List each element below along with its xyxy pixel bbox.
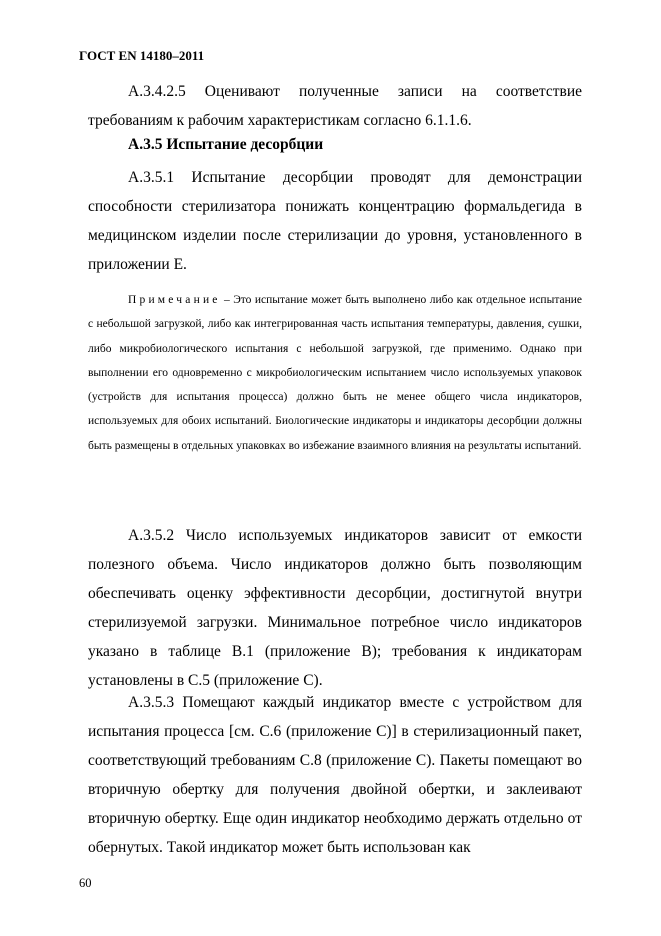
paragraph-a352: А.3.5.2 Число используемых индикаторов зависит от емкости полезного объема. Число индикаторов должно быть позволяющим обеспечивать оценку эффективности десорбции, достигнутой внутри стерилизуемой загрузки. Минимальное потребное число индикаторов указано в таблице В.1 (приложение В); требования к индикаторам установлены в С.5 (приложение С).: [88, 527, 582, 689]
paragraph-a353: А.3.5.3 Помещают каждый индикатор вместе с устройством для испытания процесса [см. С.6 (приложение С)] в стерилизационный пакет, соответствующий требованиям С.8 (приложение С). Пакеты помещают во вторичную обертку для получения двойной обертки, и заклеивают вторичную обертку. Еще один индикатор необходимо держать отдельно от обернутых. Такой индикатор может быть использован как: [88, 694, 582, 856]
note-label: Примечание: [128, 294, 221, 306]
paragraph-a3425: А.3.4.2.5 Оценивают полученные записи на соответствие требованиям к рабочим характеристикам согласно 6.1.1.6.: [88, 83, 582, 129]
section-title-a35: А.3.5 Испытание десорбции: [128, 136, 324, 153]
page-number: 60: [79, 876, 92, 890]
paragraph-a351: А.3.5.1 Испытание десорбции проводят для демонстрации способности стерилизатора понижать концентрацию формальдегида в медицинском изделии после стерилизации до уровня, установленного в приложении Е.: [88, 169, 582, 273]
note-block: [88, 288, 582, 458]
note-text: – Это испытание может быть выполнено либо как отдельное испытание с небольшой загрузкой, либо как интегрированная часть испытания температуры, давления, сушки, либо микробиологического испытания с небольшой загрузкой, где применимо. Однако при выполнении его одновременно с микробиологическим испытанием число используемых упаковок (устройств для испытания процесса) должно быть не менее общего числа индикаторов, используемых для обоих испытаний. Биологические индикаторы и индикаторы десорбции должны быть размещены в отдельных упаковках во избежание взаимного влияния на результаты испытаний.: [88, 294, 582, 452]
document-header: ГОСТ EN 14180–2011: [79, 48, 205, 63]
